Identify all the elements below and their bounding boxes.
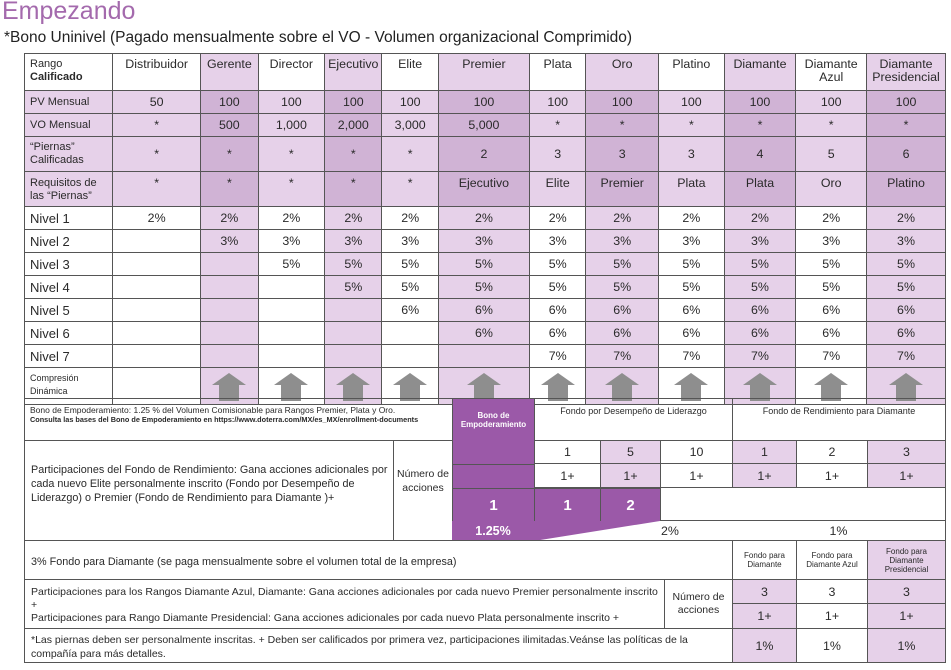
df-plus-2: 1+ bbox=[796, 464, 867, 488]
rank-header: Elite bbox=[382, 54, 438, 91]
requirement-value: 100 bbox=[867, 91, 946, 114]
diamond-plus-3: 1+ bbox=[867, 604, 946, 629]
level-value: 6% bbox=[438, 299, 529, 322]
level-value: 2% bbox=[586, 207, 659, 230]
emp-shares-2: 1 bbox=[534, 488, 600, 521]
requirement-value: * bbox=[586, 114, 659, 137]
level-value bbox=[113, 253, 201, 276]
level-value: 5% bbox=[530, 253, 586, 276]
requirement-value: * bbox=[659, 114, 725, 137]
level-value: 6% bbox=[867, 322, 946, 345]
level-value: 3% bbox=[867, 230, 946, 253]
level-value: 7% bbox=[724, 345, 796, 368]
requirement-label: “Piernas” Calificadas bbox=[25, 137, 113, 172]
requirement-value: * bbox=[201, 137, 258, 172]
level-value: 6% bbox=[796, 322, 867, 345]
level-value bbox=[258, 345, 325, 368]
footnote: *Las piernas deben ser personalmente inscritas. + Deben ser calificados por primera vez, participaciones ilimitadas.Veánse las políticas de la compañía para más detalles. bbox=[24, 629, 732, 663]
rank-header: Diamante Azul bbox=[796, 54, 867, 91]
level-value: 3% bbox=[530, 230, 586, 253]
level-value bbox=[113, 322, 201, 345]
level-value: 5% bbox=[438, 253, 529, 276]
level-value: 5% bbox=[325, 253, 382, 276]
requirement-value: Elite bbox=[530, 172, 586, 207]
level-value: 6% bbox=[796, 299, 867, 322]
requirement-value: Premier bbox=[586, 172, 659, 207]
level-value: 6% bbox=[586, 322, 659, 345]
page-title: Empezando bbox=[2, 0, 136, 25]
diamond-pct-2: 1% bbox=[796, 629, 867, 663]
level-value bbox=[201, 322, 258, 345]
level-value: 2% bbox=[325, 207, 382, 230]
level-value: 5% bbox=[867, 276, 946, 299]
level-value bbox=[113, 276, 201, 299]
requirement-value: * bbox=[724, 114, 796, 137]
shares-label: Número de acciones bbox=[393, 441, 452, 521]
rank-header: Distribuidor bbox=[113, 54, 201, 91]
level-value: 7% bbox=[586, 345, 659, 368]
requirement-value: Plata bbox=[724, 172, 796, 207]
diamond-shares-label: Número de acciones bbox=[664, 580, 732, 629]
page-subtitle: *Bono Uninivel (Pagado mensualmente sobre el VO - Volumen organizacional Comprimido) bbox=[4, 29, 633, 46]
level-value: 3% bbox=[201, 230, 258, 253]
requirement-value: 100 bbox=[586, 91, 659, 114]
requirement-value: 100 bbox=[325, 91, 382, 114]
rank-header: Plata bbox=[530, 54, 586, 91]
requirement-value: * bbox=[867, 114, 946, 137]
empowerment-info bbox=[24, 398, 452, 441]
requirement-value: 500 bbox=[201, 114, 258, 137]
requirement-value: 100 bbox=[382, 91, 438, 114]
level-value bbox=[325, 322, 382, 345]
level-value: 2% bbox=[530, 207, 586, 230]
emp-percentage: 1.25% bbox=[475, 524, 511, 538]
level-value: 6% bbox=[867, 299, 946, 322]
level-value: 5% bbox=[796, 276, 867, 299]
requirement-value: 100 bbox=[659, 91, 725, 114]
level-value bbox=[113, 299, 201, 322]
rank-header: Oro bbox=[586, 54, 659, 91]
presidential-diamond-fund-header: Fondo para Diamante Presidencial bbox=[867, 541, 946, 580]
level-value: 2% bbox=[113, 207, 201, 230]
requirement-value: 100 bbox=[724, 91, 796, 114]
level-value: 2% bbox=[258, 207, 325, 230]
diamond-pct-1: 1% bbox=[732, 629, 796, 663]
df-shares-3: 3 bbox=[867, 441, 946, 464]
requirement-value: 2 bbox=[438, 137, 529, 172]
requirement-value: 100 bbox=[530, 91, 586, 114]
requirement-value: 100 bbox=[258, 91, 325, 114]
leadership-fund-header: Fondo por Desempeño de Liderazgo bbox=[534, 398, 732, 441]
diamond-participations bbox=[24, 580, 664, 629]
level-value bbox=[325, 345, 382, 368]
level-value: 2% bbox=[659, 207, 725, 230]
requirement-value: 3 bbox=[530, 137, 586, 172]
requirement-value: 3,000 bbox=[382, 114, 438, 137]
lf-shares-1: 1 bbox=[534, 441, 600, 464]
level-value: 5% bbox=[659, 276, 725, 299]
level-value: 5% bbox=[724, 253, 796, 276]
level-value: 3% bbox=[438, 230, 529, 253]
level-value: 7% bbox=[796, 345, 867, 368]
rank-header: Director bbox=[258, 54, 325, 91]
level-value: 5% bbox=[586, 276, 659, 299]
diamond-plus-1: 1+ bbox=[732, 604, 796, 629]
requirement-value: * bbox=[113, 172, 201, 207]
level-value: 3% bbox=[325, 230, 382, 253]
requirement-value: 100 bbox=[201, 91, 258, 114]
emp-empty bbox=[660, 488, 946, 521]
requirement-value: * bbox=[113, 114, 201, 137]
requirement-value: Ejecutivo bbox=[438, 172, 529, 207]
level-value: 6% bbox=[659, 299, 725, 322]
rank-label-line2: Calificado bbox=[30, 71, 83, 83]
level-value: 3% bbox=[796, 230, 867, 253]
requirement-value: Plata bbox=[659, 172, 725, 207]
diamond-pct-3: 1% bbox=[867, 629, 946, 663]
level-value bbox=[201, 276, 258, 299]
requirement-value: * bbox=[796, 114, 867, 137]
level-value: 6% bbox=[382, 299, 438, 322]
requirement-label: PV Mensual bbox=[25, 91, 113, 114]
diamond-shares-3: 3 bbox=[867, 580, 946, 604]
rank-header: Ejecutivo bbox=[325, 54, 382, 91]
rank-header: Premier bbox=[438, 54, 529, 91]
level-value: 5% bbox=[796, 253, 867, 276]
participations-line-1: Participaciones para los Rangos Diamante Azul, Diamante: Gana acciones adicionales por cada nuevo Premier personalmente inscrito + bbox=[31, 586, 658, 611]
requirement-value: * bbox=[258, 137, 325, 172]
level-value bbox=[382, 322, 438, 345]
rank-header: Platino bbox=[659, 54, 725, 91]
level-value: 2% bbox=[867, 207, 946, 230]
level-value bbox=[201, 253, 258, 276]
emp-fill-1 bbox=[452, 441, 534, 464]
requirement-value: * bbox=[201, 172, 258, 207]
empowerment-header: Bono de Empoderamiento bbox=[452, 398, 534, 441]
df-shares-1: 1 bbox=[732, 441, 796, 464]
level-value bbox=[113, 230, 201, 253]
level-value: 7% bbox=[867, 345, 946, 368]
level-label: Nivel 1 bbox=[25, 207, 113, 230]
requirement-value: Oro bbox=[796, 172, 867, 207]
level-label: Nivel 2 bbox=[25, 230, 113, 253]
level-value: 5% bbox=[724, 276, 796, 299]
level-value: 2% bbox=[796, 207, 867, 230]
lf-plus-2: 1+ bbox=[600, 464, 660, 488]
requirement-label: Requisitos de las “Piernas” bbox=[25, 172, 113, 207]
requirement-value: 100 bbox=[796, 91, 867, 114]
level-value bbox=[113, 345, 201, 368]
level-value bbox=[201, 299, 258, 322]
level-value: 5% bbox=[382, 253, 438, 276]
shares-label-gap bbox=[393, 521, 452, 541]
diamond-percentage: 1% bbox=[732, 521, 946, 541]
requirement-value: 4 bbox=[724, 137, 796, 172]
requirement-value: 2,000 bbox=[325, 114, 382, 137]
requirement-value: 3 bbox=[586, 137, 659, 172]
level-value: 5% bbox=[325, 276, 382, 299]
level-value bbox=[258, 299, 325, 322]
rank-header-label bbox=[25, 54, 113, 91]
level-value: 5% bbox=[586, 253, 659, 276]
lf-plus-1: 1+ bbox=[534, 464, 600, 488]
level-label: Nivel 7 bbox=[25, 345, 113, 368]
level-value: 3% bbox=[724, 230, 796, 253]
level-value: 5% bbox=[867, 253, 946, 276]
diamond-fund-text: 3% Fondo para Diamante (se paga mensualmente sobre el volumen total de la empresa) bbox=[24, 541, 732, 580]
level-label: Nivel 4 bbox=[25, 276, 113, 299]
level-value: 6% bbox=[724, 322, 796, 345]
df-plus-3: 1+ bbox=[867, 464, 946, 488]
level-value: 2% bbox=[201, 207, 258, 230]
performance-text: Participaciones del Fondo de Rendimiento: Gana acciones adicionales por cada nuevo Elite personalmente inscrito (Fondo por Desempeño de Liderazgo) o Premier (Fondo de Rendimiento para Diamante )+ bbox=[24, 441, 393, 541]
lf-shares-3: 10 bbox=[660, 441, 732, 464]
requirement-value: * bbox=[325, 172, 382, 207]
requirement-value: 6 bbox=[867, 137, 946, 172]
empowerment-text: Bono de Empoderamiento: 1.25 % del Volumen Comisionable para Rangos Premier, Plata y Oro. bbox=[30, 405, 396, 415]
level-value: 5% bbox=[530, 276, 586, 299]
requirement-label: VO Mensual bbox=[25, 114, 113, 137]
pct-row-border bbox=[452, 521, 732, 541]
df-shares-2: 2 bbox=[796, 441, 867, 464]
level-value bbox=[325, 299, 382, 322]
level-value bbox=[258, 322, 325, 345]
diamond-performance-header: Fondo de Rendimiento para Diamante bbox=[732, 398, 946, 441]
level-value: 6% bbox=[438, 322, 529, 345]
level-label: Nivel 5 bbox=[25, 299, 113, 322]
requirement-value: 3 bbox=[659, 137, 725, 172]
lf-plus-3: 1+ bbox=[660, 464, 732, 488]
requirement-value: 1,000 bbox=[258, 114, 325, 137]
lf-shares-2: 5 bbox=[600, 441, 660, 464]
rank-header: Gerente bbox=[201, 54, 258, 91]
requirement-value: * bbox=[530, 114, 586, 137]
level-value: 2% bbox=[382, 207, 438, 230]
level-value: 5% bbox=[438, 276, 529, 299]
level-value bbox=[382, 345, 438, 368]
diamond-shares-2: 3 bbox=[796, 580, 867, 604]
requirement-value: Platino bbox=[867, 172, 946, 207]
unilevel-bonus-table bbox=[24, 53, 946, 405]
level-value: 2% bbox=[724, 207, 796, 230]
rank-header: Diamante Presidencial bbox=[867, 54, 946, 91]
emp-shares-3: 2 bbox=[600, 488, 660, 521]
level-value: 6% bbox=[659, 322, 725, 345]
level-value: 5% bbox=[382, 276, 438, 299]
blue-diamond-fund-header: Fondo para Diamante Azul bbox=[796, 541, 867, 580]
requirement-value: 5 bbox=[796, 137, 867, 172]
diamond-plus-2: 1+ bbox=[796, 604, 867, 629]
level-value: 7% bbox=[659, 345, 725, 368]
level-value: 5% bbox=[659, 253, 725, 276]
level-value: 7% bbox=[530, 345, 586, 368]
empowerment-link[interactable]: Consulta las bases del Bono de Empoderamiento en https://www.doterra.com/MX/es_MX/enrollment-documents bbox=[30, 415, 419, 424]
compression-label: Compresión Dinámica bbox=[25, 368, 113, 405]
df-plus-1: 1+ bbox=[732, 464, 796, 488]
level-value: 6% bbox=[724, 299, 796, 322]
level-value: 3% bbox=[258, 230, 325, 253]
requirement-value: 100 bbox=[438, 91, 529, 114]
level-value: 3% bbox=[382, 230, 438, 253]
level-label: Nivel 3 bbox=[25, 253, 113, 276]
requirement-value: 50 bbox=[113, 91, 201, 114]
level-value: 3% bbox=[659, 230, 725, 253]
leadership-percentage: 2% bbox=[661, 524, 679, 538]
requirement-value: * bbox=[382, 172, 438, 207]
rank-label-line1: Rango bbox=[30, 58, 63, 70]
emp-fill-2 bbox=[452, 464, 534, 488]
level-value: 6% bbox=[530, 299, 586, 322]
level-value: 3% bbox=[586, 230, 659, 253]
diamond-fund-header: Fondo para Diamante bbox=[732, 541, 796, 580]
requirement-value: * bbox=[258, 172, 325, 207]
level-value: 5% bbox=[258, 253, 325, 276]
level-value: 2% bbox=[438, 207, 529, 230]
requirement-value: * bbox=[382, 137, 438, 172]
level-value: 6% bbox=[586, 299, 659, 322]
level-value bbox=[438, 345, 529, 368]
requirement-value: * bbox=[325, 137, 382, 172]
level-value: 6% bbox=[530, 322, 586, 345]
rank-header: Diamante bbox=[724, 54, 796, 91]
diamond-shares-1: 3 bbox=[732, 580, 796, 604]
level-value bbox=[201, 345, 258, 368]
requirement-value: 5,000 bbox=[438, 114, 529, 137]
level-label: Nivel 6 bbox=[25, 322, 113, 345]
participations-line-2: Participaciones para Rango Diamante Presidencial: Gana acciones adicionales por cada nuevo Plata personalmente inscrito + bbox=[31, 612, 620, 624]
requirement-value: * bbox=[113, 137, 201, 172]
level-value bbox=[258, 276, 325, 299]
emp-shares-1: 1 bbox=[452, 488, 534, 521]
